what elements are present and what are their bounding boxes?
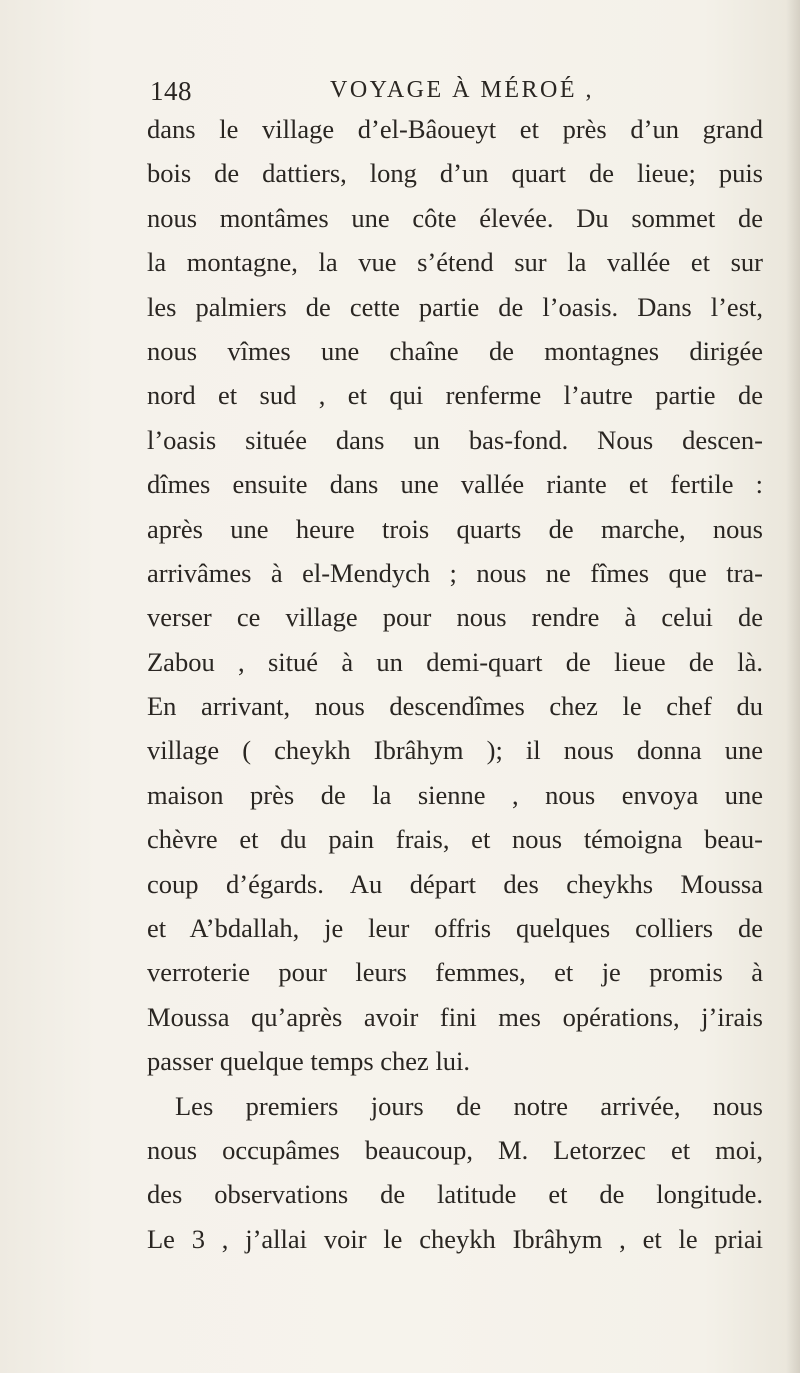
page-number: 148 xyxy=(150,76,192,106)
text-line: nous montâmes une côte élevée. Du sommet de xyxy=(147,202,763,233)
text-line: dans le village d’el-Bâoueyt et près d’un grand xyxy=(147,114,763,144)
text-line: bois de dattiers, long d’un quart de lieue; puis xyxy=(147,158,763,189)
text-line: En arrivant, nous descendîmes chez le chef du xyxy=(147,691,763,722)
text-line: maison près de la sienne , nous envoya une xyxy=(147,779,763,810)
text-line: nous occupâmes beaucoup, M. Letorzec et moi, xyxy=(147,1134,763,1165)
text-line: Zabou , situé à un demi-quart de lieue de là. xyxy=(147,646,763,677)
text-line: Moussa qu’après avoir fini mes opérations, j’irais xyxy=(147,1001,763,1032)
text-line: coup d’égards. Au départ des cheykhs Moussa xyxy=(147,868,763,899)
page-edge-shadow xyxy=(786,0,800,1373)
text-line: Le 3 , j’allai voir le cheykh Ibrâhym , et le priai xyxy=(147,1223,763,1254)
text-line: après une heure trois quarts de marche, nous xyxy=(147,513,763,544)
text-line: la montagne, la vue s’étend sur la vallée et sur xyxy=(147,247,763,278)
text-line: des observations de latitude et de longitude. xyxy=(147,1179,763,1210)
text-line: nord et sud , et qui renferme l’autre partie de xyxy=(147,380,763,411)
text-line: passer quelque temps chez lui. xyxy=(147,1046,471,1077)
running-title: VOYAGE À MÉROÉ , xyxy=(330,77,594,103)
text-line: l’oasis située dans un bas-fond. Nous descen- xyxy=(147,424,763,455)
text-line: Les premiers jours de notre arrivée, nous xyxy=(175,1090,763,1121)
text-line: arrivâmes à el-Mendych ; nous ne fîmes que tra- xyxy=(147,557,763,588)
text-line: et A’bdallah, je leur offris quelques colliers de xyxy=(147,913,763,944)
text-line: dîmes ensuite dans une vallée riante et fertile : xyxy=(147,469,763,500)
text-line: nous vîmes une chaîne de montagnes dirigée xyxy=(147,335,763,366)
body-text xyxy=(147,107,763,1261)
text-line: les palmiers de cette partie de l’oasis. Dans l’est, xyxy=(147,291,763,322)
text-line: verser ce village pour nous rendre à celui de xyxy=(147,602,763,633)
text-line: village ( cheykh Ibrâhym ); il nous donna une xyxy=(147,735,763,766)
text-line: verroterie pour leurs femmes, et je promis à xyxy=(147,957,763,988)
text-line: chèvre et du pain frais, et nous témoigna beau- xyxy=(147,824,763,855)
